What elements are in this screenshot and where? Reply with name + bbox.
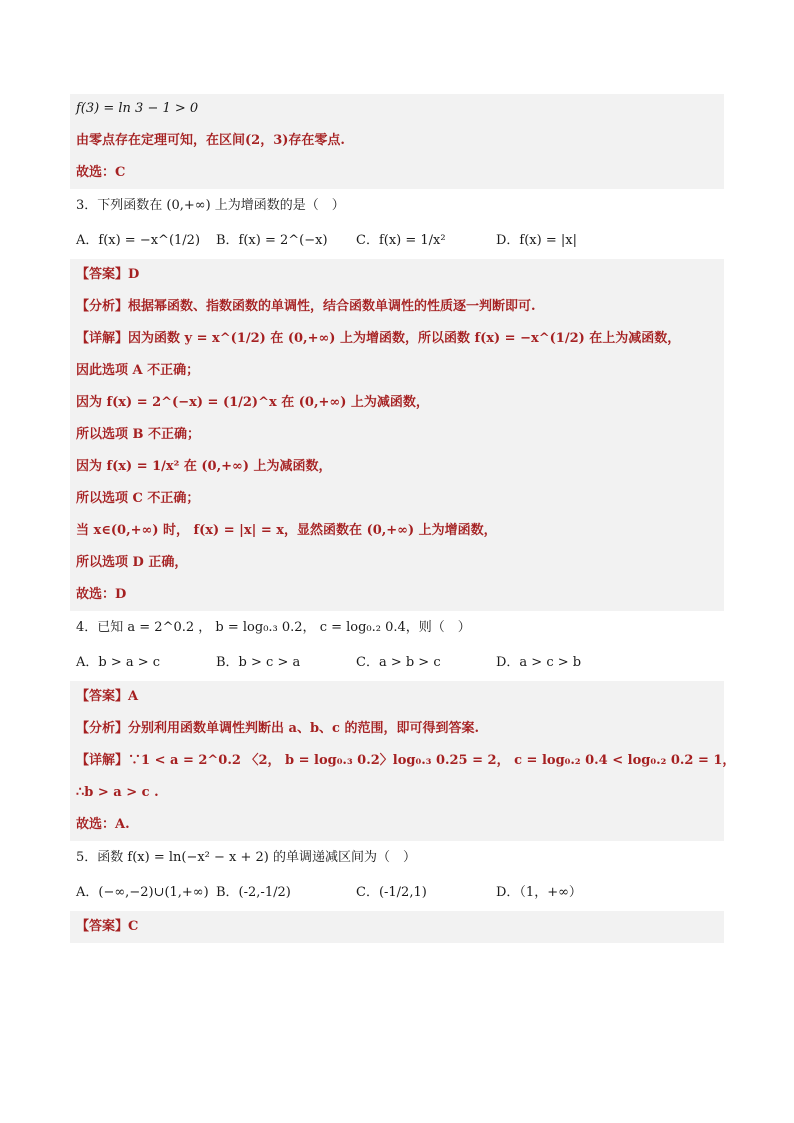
document-page: [70, 94, 736, 943]
answer-line: 故选：A.: [70, 809, 724, 841]
answer-line: 故选：D: [70, 579, 724, 611]
question-4-options: [70, 645, 724, 681]
option-d: D．f(x) = |x|: [496, 233, 577, 248]
option-d: D．（1，+∞）: [496, 885, 582, 900]
option-a: A．b > a > c: [76, 655, 161, 670]
detail-line: ∴b > a > c .: [70, 777, 724, 809]
option-c: C．a > b > c: [356, 655, 441, 670]
detail-line: 【详解】∵1 < a = 2^0.2 〈2， b = log₀.₃ 0.2〉log₀.₃ 0.25 = 2， c = log₀.₂ 0.4 < log₀.₂ 0.2 = 1，: [70, 745, 724, 777]
detail-line: 因为 f(x) = 1/x² 在 (0,+∞) 上为减函数，: [70, 451, 724, 483]
option-a: A．f(x) = −x^(1/2): [76, 233, 201, 248]
question-3: 3．下列函数在 (0,+∞) 上为增函数的是（ ）: [76, 198, 345, 213]
option-a: A．(−∞,−2)∪(1,+∞): [76, 885, 209, 900]
answer-line: 由零点存在定理可知，在区间(2，3)存在零点.: [70, 125, 724, 157]
detail-line: 因为 f(x) = 2^(−x) = (1/2)^x 在 (0,+∞) 上为减函数，: [70, 387, 724, 419]
detail-line: 所以选项 D 正确，: [70, 547, 724, 579]
option-c: C．f(x) = 1/x²: [356, 233, 446, 248]
analysis-line: 【分析】根据幂函数、指数函数的单调性，结合函数单调性的性质逐一判断即可.: [70, 291, 724, 323]
question-5: 5．函数 f(x) = ln(−x² − x + 2) 的单调递减区间为（ ）: [76, 850, 417, 865]
analysis-line: 【分析】分别利用函数单调性判断出 a、b、c 的范围，即可得到答案.: [70, 713, 724, 745]
detail-line: 所以选项 C 不正确；: [70, 483, 724, 515]
option-d: D．a > c > b: [496, 655, 582, 670]
question-3-options: [70, 223, 724, 259]
option-b: B．b > c > a: [216, 655, 301, 670]
detail-line: 因此选项 A 不正确；: [70, 355, 724, 387]
option-c: C．(-1/2,1): [356, 885, 427, 900]
answer-label: 【答案】C: [70, 911, 724, 943]
answer-line: 故选：C: [70, 157, 724, 189]
answer-label: 【答案】A: [70, 681, 724, 713]
question-5-options: [70, 875, 724, 911]
option-b: B．(-2,-1/2): [216, 885, 291, 900]
detail-line: 当 x∈(0,+∞) 时， f(x) = |x| = x，显然函数在 (0,+∞) 上为增函数，: [70, 515, 724, 547]
answer-line: f(3) = ln 3 − 1 > 0: [70, 94, 724, 125]
detail-line: 【详解】因为函数 y = x^(1/2) 在 (0,+∞) 上为增函数，所以函数 f(x) = −x^(1/2) 在上为减函数，: [70, 323, 724, 355]
option-b: B．f(x) = 2^(−x): [216, 233, 328, 248]
detail-line: 所以选项 B 不正确；: [70, 419, 724, 451]
question-4: 4．已知 a = 2^0.2 ， b = log₀.₃ 0.2， c = log₀.₂ 0.4，则（ ）: [76, 620, 471, 635]
answer-label: 【答案】D: [70, 259, 724, 291]
